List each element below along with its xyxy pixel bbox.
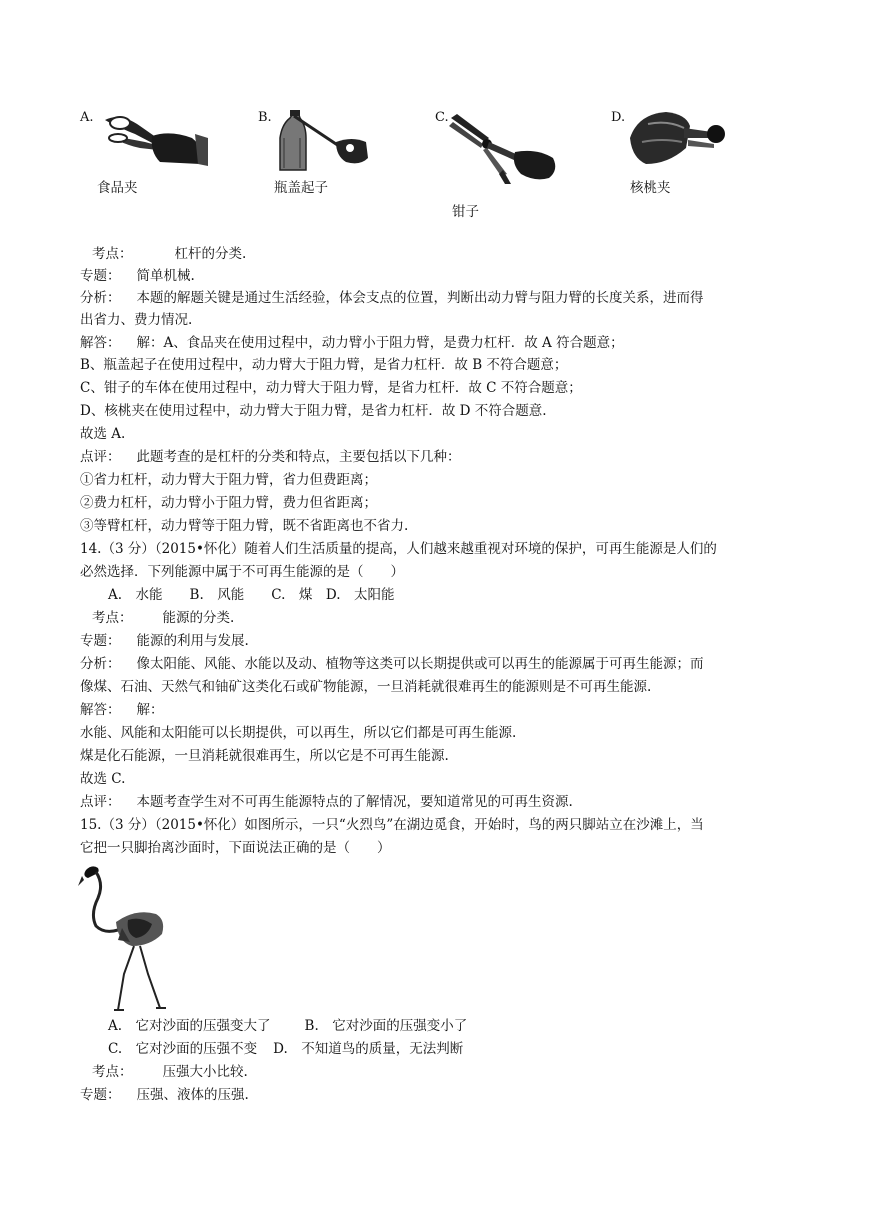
jieda-label: 解答：: [80, 702, 121, 718]
caption-nutcracker: 核桃夹: [630, 180, 671, 196]
q14-stem-1: 14.（3 分）（2015•怀化）随着人们生活质量的提高，人们越来越重视对环境的保护，可再生能源是人们的: [80, 541, 717, 557]
q13-jieda-3: C、钳子的车体在使用过程中，动力臂大于阻力臂，是省力杠杆．故 C 不符合题意；: [80, 380, 582, 396]
q13-fenxi-2: 出省力、费力情况.: [80, 312, 193, 328]
q14-options: A. 水能 B. 风能 C. 煤 D. 太阳能: [108, 587, 395, 603]
dianping-label: 点评：: [80, 794, 121, 810]
q15-zhuanti: [80, 1085, 249, 1105]
q14-stem-2: 必然选择．下列能源中属于不可再生能源的是（ ）: [80, 564, 404, 580]
q14-fenxi-1: [80, 654, 704, 674]
kaodian-label: 考点：: [92, 610, 133, 626]
q13-guxuan: 故选 A.: [80, 426, 126, 442]
dianping-label: 点评：: [80, 449, 121, 465]
kaodian-label: 考点：: [92, 246, 133, 262]
q13-fenxi-1: [80, 288, 704, 308]
q14-jieda-2: 煤是化石能源，一旦消耗就很难再生，所以它是不可再生能源.: [80, 748, 449, 764]
fenxi-text: 像太阳能、风能、水能以及动、植物等这类可以长期提供或可以再生的能源属于可再生能源；而: [136, 656, 704, 672]
q14-kaodian: [92, 608, 234, 628]
q13-zhuanti: [80, 266, 195, 286]
zhuanti-text: 压强、液体的压强.: [136, 1087, 249, 1103]
jieda-label: 解答：: [80, 335, 121, 351]
kaodian-text: 杠杆的分类.: [174, 246, 247, 262]
fenxi-label: 分析：: [80, 290, 121, 306]
q13-jieda-1: [80, 333, 624, 353]
option-letter-c: C.: [435, 110, 449, 125]
bottle-opener-image: [272, 108, 372, 172]
kaodian-text: 压强大小比较.: [162, 1064, 248, 1080]
jieda-text: 解：: [136, 702, 164, 718]
food-tongs-image: [100, 108, 210, 170]
dianping-text: 此题考查的是杠杆的分类和特点，主要包括以下几种：: [136, 449, 461, 465]
zhuanti-text: 简单机械.: [136, 268, 195, 284]
q13-jieda-2: B、瓶盖起子在使用过程中，动力臂大于阻力臂，是省力杠杆．故 B 不符合题意；: [80, 357, 568, 373]
zhuanti-text: 能源的利用与发展.: [136, 633, 249, 649]
q15-option-b: B. 它对沙面的压强变小了: [304, 1018, 468, 1034]
q14-dianping: [80, 792, 573, 812]
caption-pliers: 钳子: [452, 204, 479, 220]
pliers-image: [445, 112, 563, 186]
q15-option-c: C. 它对沙面的压强不变: [108, 1041, 258, 1057]
kaodian-label: 考点：: [92, 1064, 133, 1080]
caption-food-tongs: 食品夹: [97, 180, 138, 196]
nutcracker-image: [628, 108, 728, 168]
jieda-text: 解：A、食品夹在使用过程中，动力臂小于阻力臂，是费力杠杆．故 A 符合题意；: [136, 335, 624, 351]
q13-dianping-1: [80, 447, 461, 467]
option-letter-d: D.: [611, 110, 626, 125]
q15-kaodian: [92, 1062, 248, 1082]
q14-jieda-1: 水能、风能和太阳能可以长期提供，可以再生，所以它们都是可再生能源.: [80, 725, 517, 741]
q13-kaodian: [92, 244, 246, 264]
q14-fenxi-2: 像煤、石油、天然气和铀矿这类化石或矿物能源，一旦消耗就很难再生的能源则是不可再生能源.: [80, 679, 652, 695]
zhuanti-label: 专题：: [80, 268, 121, 284]
q13-dianping-4: ③等臂杠杆，动力臂等于阻力臂，既不省距离也不省力.: [80, 518, 409, 534]
q13-jieda-4: D、核桃夹在使用过程中，动力臂大于阻力臂，是省力杠杆．故 D 不符合题意.: [80, 403, 547, 419]
flamingo-image: [78, 862, 168, 1012]
caption-bottle-opener: 瓶盖起子: [274, 180, 328, 196]
fenxi-text: 本题的解题关键是通过生活经验，体会支点的位置，判断出动力臂与阻力臂的长度关系，进而得: [136, 290, 704, 306]
q15-options-row-1: [108, 1016, 467, 1036]
q14-guxuan: 故选 C.: [80, 771, 126, 787]
option-letter-a: A.: [80, 110, 94, 125]
q15-option-d: D. 不知道鸟的质量，无法判断: [273, 1041, 464, 1057]
zhuanti-label: 专题：: [80, 633, 121, 649]
fenxi-label: 分析：: [80, 656, 121, 672]
kaodian-text: 能源的分类.: [162, 610, 235, 626]
q15-option-a: A. 它对沙面的压强变大了: [108, 1018, 271, 1034]
q15-stem-1: 15.（3 分）（2015•怀化）如图所示，一只“火烈鸟”在湖边觅食，开始时，鸟的两只脚站立在沙滩上，当: [80, 817, 704, 833]
q14-zhuanti: [80, 631, 249, 651]
option-letter-b: B.: [258, 110, 272, 125]
zhuanti-label: 专题：: [80, 1087, 121, 1103]
q14-jieda: [80, 700, 164, 720]
dianping-text: 本题考查学生对不可再生能源特点的了解情况，要知道常见的可再生资源.: [136, 794, 573, 810]
q13-dianping-3: ②费力杠杆，动力臂小于阻力臂，费力但省距离；: [80, 495, 377, 511]
q13-dianping-2: ①省力杠杆，动力臂大于阻力臂，省力但费距离；: [80, 472, 377, 488]
q15-options-row-2: [108, 1039, 463, 1059]
q15-stem-2: 它把一只脚抬离沙面时，下面说法正确的是（ ）: [80, 840, 391, 856]
